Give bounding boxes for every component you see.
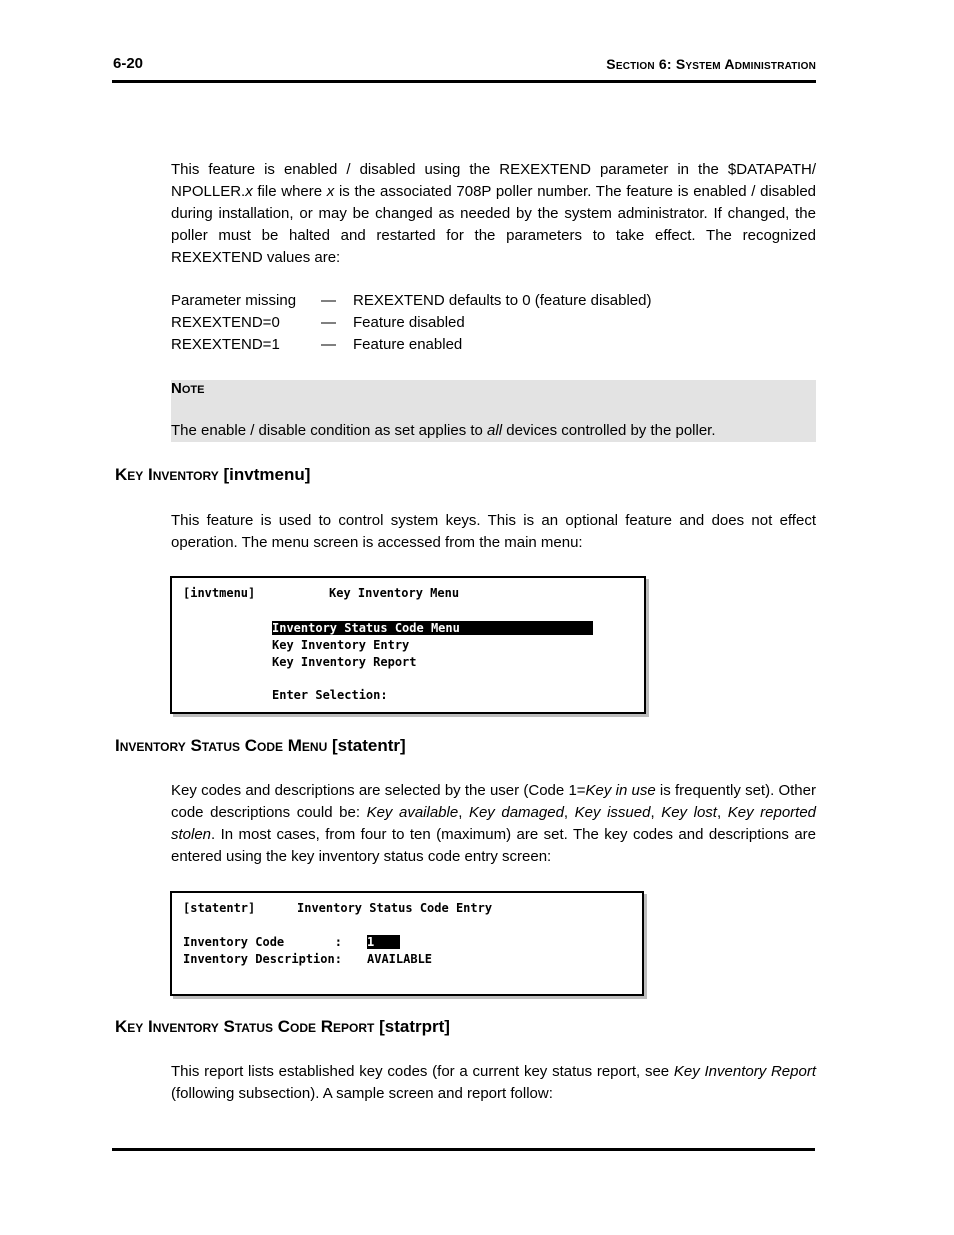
parameter-list [171, 290, 771, 356]
parameter-row: REXEXTEND=0 — Feature disabled [171, 314, 465, 331]
enter-selection-prompt: Enter Selection: [272, 688, 388, 702]
menu-item-report[interactable]: Key Inventory Report [272, 655, 417, 669]
menu-item-status-code[interactable]: Inventory Status Code Menu [272, 621, 593, 635]
section-title: Section 6: System Administration [606, 56, 816, 72]
note-title: Note [171, 380, 205, 397]
status-code-report-paragraph: This report lists established key codes (for a current key status report, see Key Inventory Report (following subsection). A sample screen and report follow: [171, 1063, 816, 1102]
screen-title: Inventory Status Code Entry [297, 901, 493, 915]
inventory-code-label: Inventory Code : [183, 935, 342, 949]
note-text: The enable / disable condition as set applies to all devices controlled by the poller. [171, 422, 716, 439]
parameter-row: REXEXTEND=1 — Feature enabled [171, 336, 463, 353]
screen-code: [statentr] [183, 901, 256, 915]
key-inventory-menu-screen [170, 576, 646, 714]
note-box [171, 380, 816, 442]
screen-title: Key Inventory Menu [329, 586, 460, 600]
key-inventory-paragraph: This feature is used to control system keys. This is an optional feature and does not effect operation. The menu screen is accessed from the main menu: [171, 512, 816, 551]
intro-paragraph: This feature is enabled / disabled using the REXEXTEND parameter in the $DATAPATH/ NPOLLER.x file where x is the associated 708P poller number. The feature is enabled / disabled during installation, or may be changed as needed by the system administrator. If changed, the poller must be halted and restarted for the parameters to take effect. The recognized REXEXTEND values are: [171, 161, 816, 266]
screen-code: [invtmenu] [183, 586, 256, 600]
inventory-description-label: Inventory Description: [183, 952, 342, 966]
status-code-menu-paragraph: Key codes and descriptions are selected by the user (Code 1=Key in use is frequently set). Other code descriptions could be: Key available, Key damaged, Key issued, Key lost, Key reported stolen. In most cases, from four to ten (maximum) are set. The key codes and descriptions are entered using the key inventory status code entry screen: [171, 782, 817, 865]
page-number: 6-20 [113, 55, 144, 72]
header-rule [112, 80, 816, 83]
menu-item-entry[interactable]: Key Inventory Entry [272, 638, 410, 652]
status-code-report-heading: Key Inventory Status Code Report [statrprt] [115, 1017, 450, 1036]
parameter-row: Parameter missing — REXEXTEND defaults to 0 (feature disabled) [171, 292, 652, 309]
inventory-code-field[interactable]: 1 [367, 935, 400, 949]
status-code-menu-heading: Inventory Status Code Menu [statentr] [115, 736, 406, 755]
inventory-description-field[interactable]: AVAILABLE [367, 952, 433, 966]
footer-rule [112, 1148, 815, 1151]
key-inventory-heading: Key Inventory [invtmenu] [115, 465, 311, 484]
status-code-entry-screen [170, 891, 644, 996]
